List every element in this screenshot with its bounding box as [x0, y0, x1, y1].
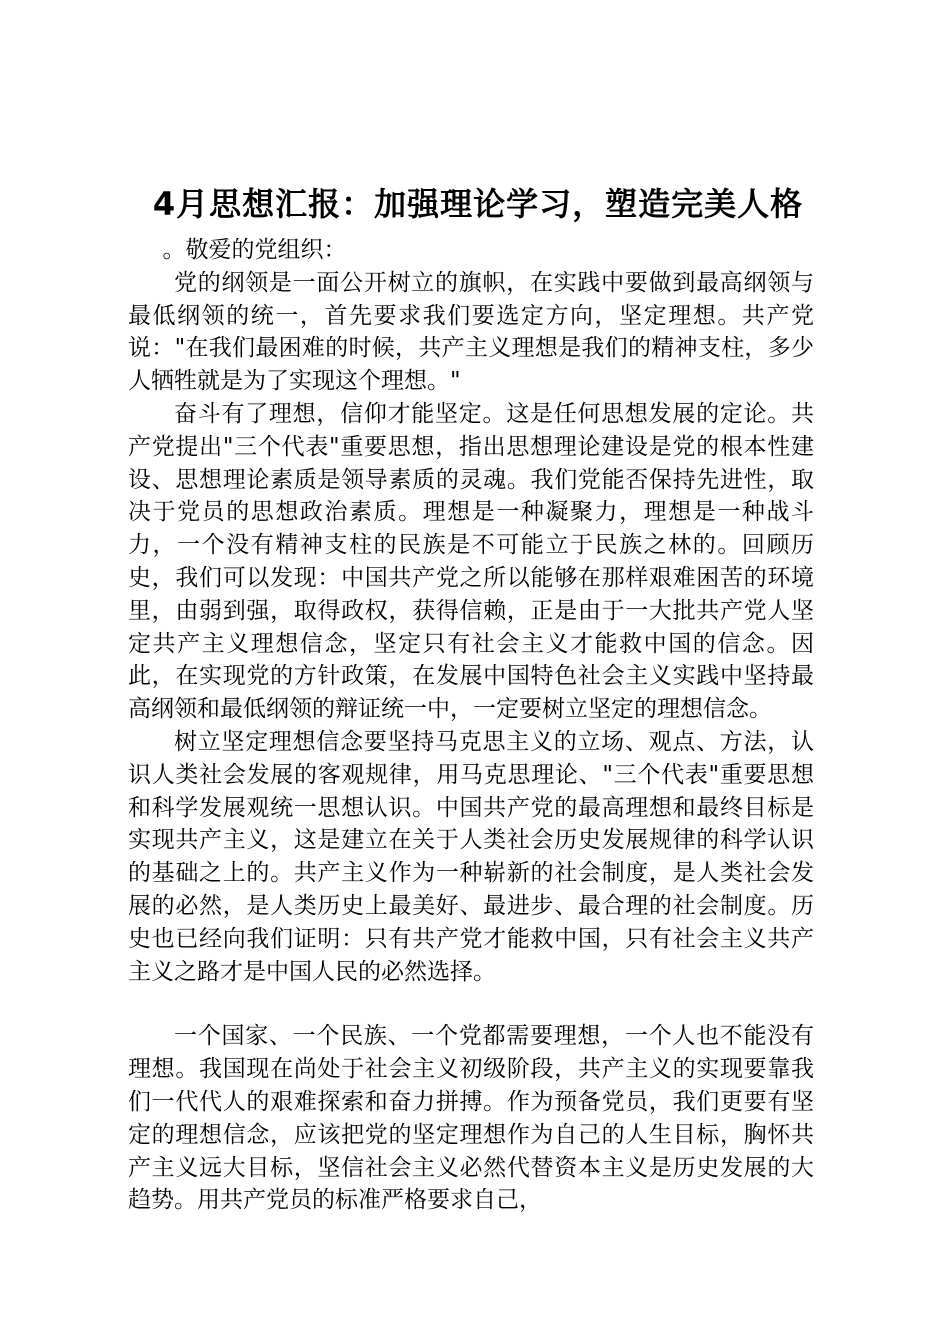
- paragraph-1: 党的纲领是一面公开树立的旗帜，在实践中要做到最高纲领与最低纲领的统一，首先要求我们要选定方向，坚定理想。共产党说："在我们最困难的时候，共产主义理想是我们的精神支柱，多少人牺牲就是为了实现这个理想。": [128, 269, 814, 395]
- salutation: 。敬爱的党组织：: [162, 237, 347, 263]
- paragraph-3: 树立坚定理想信念要坚持马克思主义的立场、观点、方法，认识人类社会发展的客观规律，用马克思理论、"三个代表"重要思想和科学发展观统一思想认识。中国共产党的最高理想和最终目标是实现共产主义，这是建立在关于人类社会历史发展规律的科学认识的基础之上的。共产主义作为一种崭新的社会制度，是人类社会发展的必然，是人类历史上最美好、最进步、最合理的社会制度。历史也已经向我们证明：只有共产党才能救中国，只有社会主义共产主义之路才是中国人民的必然选择。: [128, 728, 814, 985]
- paragraph-4: 一个国家、一个民族、一个党都需要理想，一个人也不能没有理想。我国现在尚处于社会主义初级阶段，共产主义的实现要靠我们一代代人的艰难探索和奋力拼搏。作为预备党员，我们更要有坚定的理想信念，应该把党的坚定理想作为自己的人生目标，胸怀共产主义远大目标，坚信社会主义必然代替资本主义是历史发展的大趋势。用共产党员的标准严格要求自己，: [128, 1023, 814, 1214]
- document-body: [128, 234, 814, 1217]
- document-title: 4月思想汇报：加强理论学习，塑造完美人格: [152, 185, 804, 223]
- paragraph-2: 奋斗有了理想，信仰才能坚定。这是任何思想发展的定论。共产党提出"三个代表"重要思想，指出思想理论建设是党的根本性建设、思想理论素质是领导素质的灵魂。我们党能否保持先进性，取决于党员的思想政治素质。理想是一种凝聚力，理想是一种战斗力，一个没有精神支柱的民族是不可能立于民族之林的。回顾历史，我们可以发现：中国共产党之所以能够在那样艰难困苦的环境里，由弱到强，取得政权，获得信赖，正是由于一大批共产党人坚定共产主义理想信念，坚定只有社会主义才能救中国的信念。因此，在实现党的方针政策，在发展中国特色社会主义实践中坚持最高纲领和最低纲领的辩证统一中，一定要树立坚定的理想信念。: [128, 400, 814, 723]
